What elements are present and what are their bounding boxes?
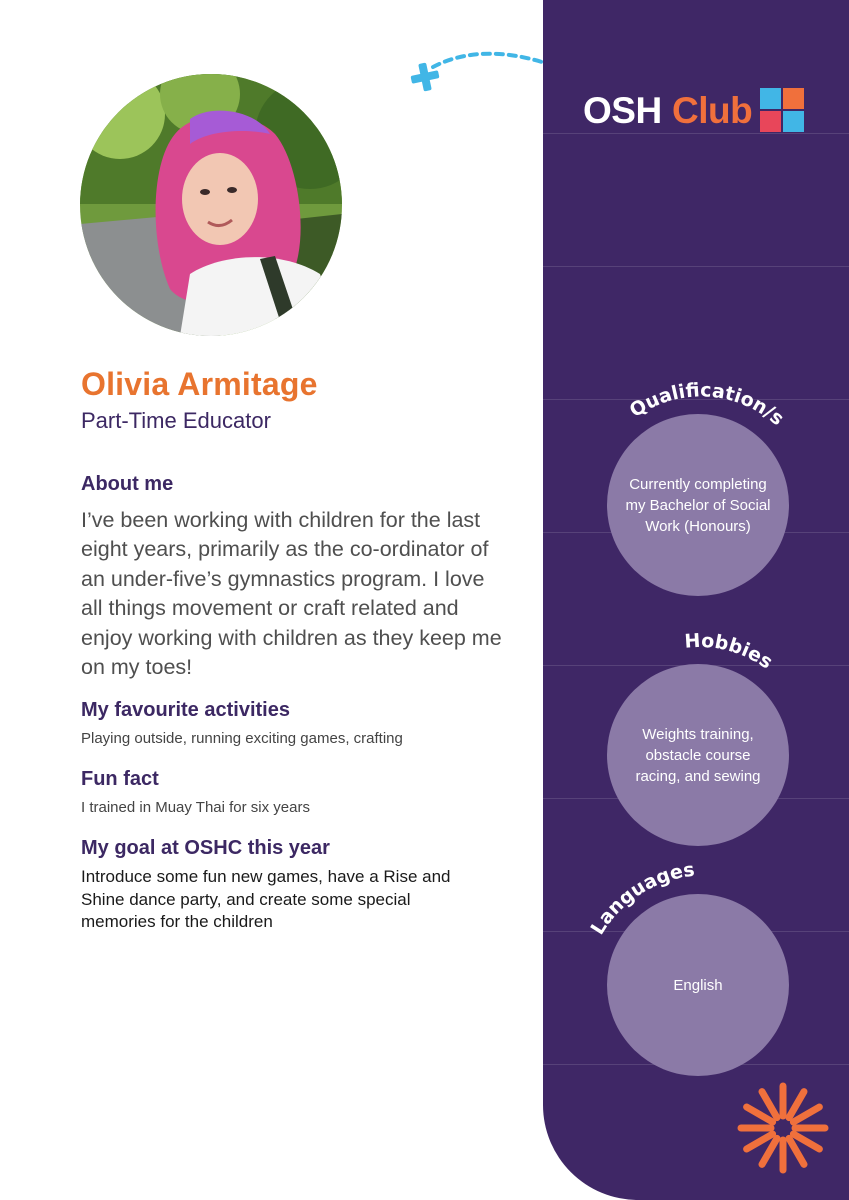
sidebar-panel bbox=[543, 0, 849, 1200]
languages-text: English bbox=[673, 976, 723, 994]
languages-label: Languages bbox=[586, 858, 696, 939]
goal-text: Introduce some fun new games, have a Rise and Shine dance party, and create some special memories for the children bbox=[81, 867, 451, 931]
qualifications-label: Qualification/s bbox=[625, 379, 789, 430]
goal-heading: My goal at OSHC this year bbox=[81, 837, 330, 859]
sunburst-icon bbox=[737, 1082, 829, 1174]
profile-role: Part-Time Educator bbox=[81, 408, 271, 433]
favourites-text: Playing outside, running exciting games, crafting bbox=[81, 730, 403, 747]
profile-photo bbox=[80, 74, 342, 336]
arc-labels bbox=[543, 0, 849, 1200]
hobbies-text: Weights training, obstacle course racing, and sewing bbox=[635, 725, 761, 785]
about-heading: About me bbox=[81, 473, 174, 495]
logo-text-osh: OSH bbox=[583, 90, 662, 131]
favourites-heading: My favourite activities bbox=[81, 699, 290, 721]
fun-fact-text: I trained in Muay Thai for six years bbox=[81, 799, 310, 816]
logo-text-club: Club bbox=[672, 90, 753, 131]
fun-fact-heading: Fun fact bbox=[81, 768, 159, 790]
qualifications-text: Currently completing my Bachelor of Social Work (Honours) bbox=[625, 475, 771, 535]
portrait-illustration bbox=[80, 74, 342, 336]
about-text: I’ve been working with children for the last eight years, primarily as the co-ordinator of an under-five’s gymnastics program. I love all things movement or craft related and enjoy working with children as they keep me on my toes! bbox=[81, 508, 502, 680]
profile-name: Olivia Armitage bbox=[81, 366, 318, 402]
hobbies-label: Hobbies bbox=[683, 629, 777, 674]
